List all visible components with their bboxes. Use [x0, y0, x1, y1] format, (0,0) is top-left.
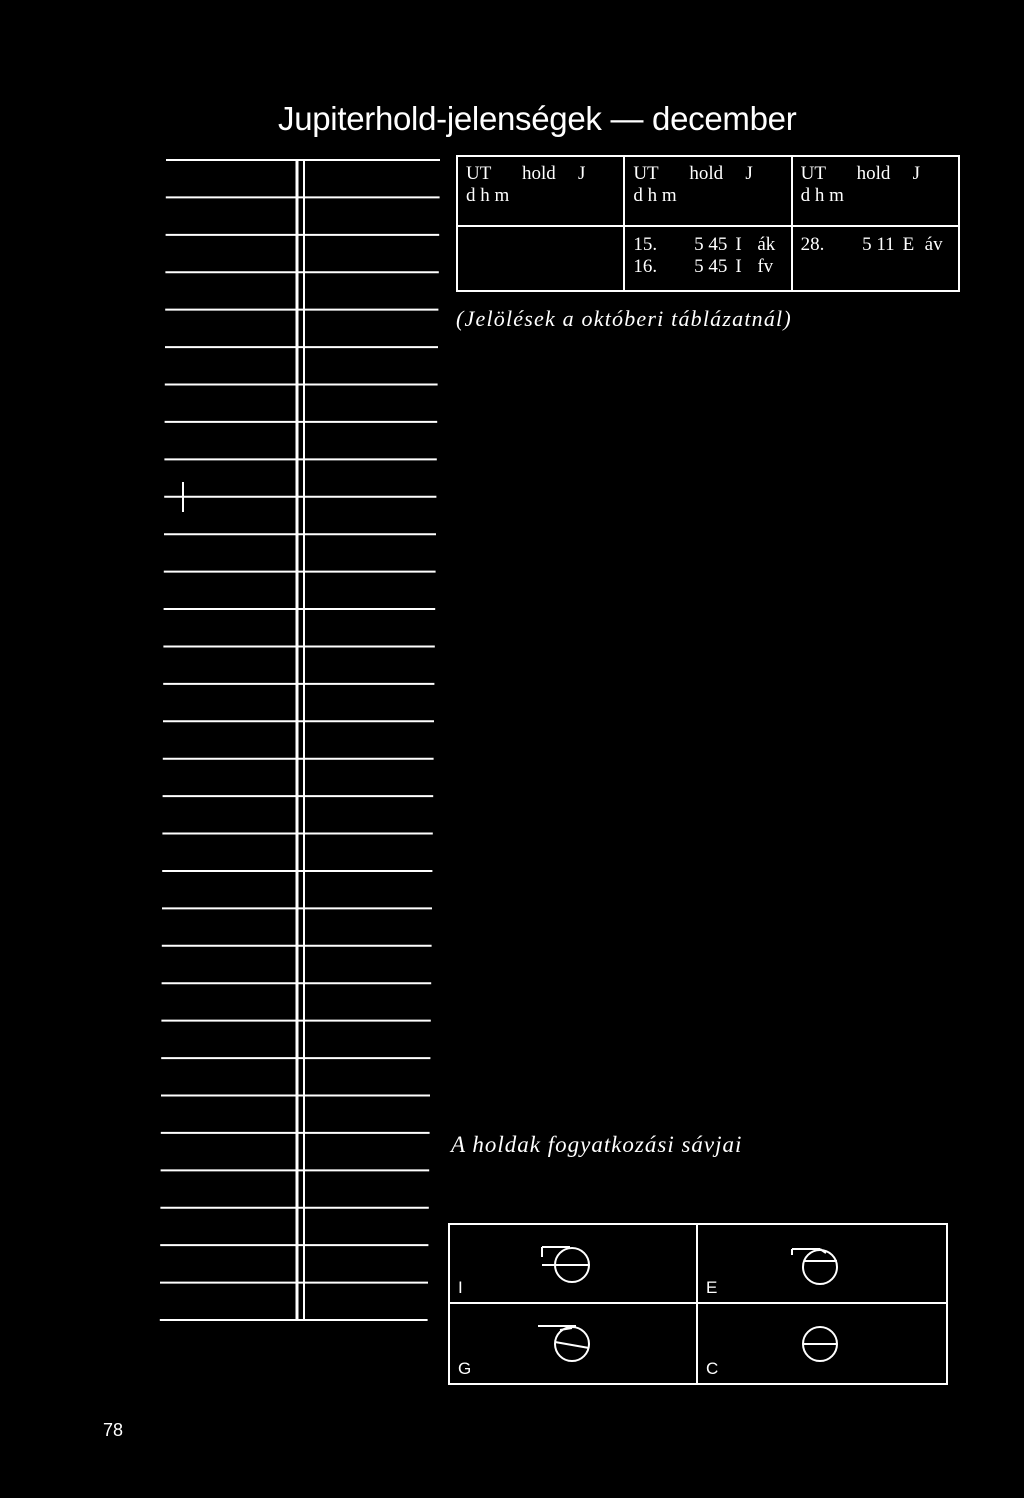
table-body-col2 — [624, 226, 791, 291]
table-header-col2: UT hold J d h m — [624, 156, 791, 226]
table-header-col1: UT hold J d h m — [457, 156, 624, 226]
eclipse-bands-caption: A holdak fogyatkozási sávjai — [451, 1132, 743, 1157]
page-number: 78 — [103, 1420, 124, 1440]
band-cell-io — [450, 1225, 698, 1304]
band-cell-europa — [698, 1225, 946, 1304]
eclipse-band-icon — [534, 1235, 614, 1291]
band-label: E — [706, 1278, 718, 1297]
band-label: I — [458, 1278, 463, 1297]
band-label: G — [458, 1359, 472, 1378]
band-cell-callisto — [698, 1304, 946, 1383]
legend-note: (Jelölések a októberi táblázatnál) — [456, 306, 792, 331]
band-label: C — [706, 1359, 719, 1378]
table-body-col1 — [457, 226, 624, 291]
table-row: 15. 5 45 I ák — [633, 234, 776, 255]
table-row: 28. 5 11 E áv — [800, 234, 943, 255]
table-row: 16. 5 45 I fv — [633, 256, 774, 277]
moon-position-diagram — [0, 0, 460, 1340]
eclipse-bands-grid — [448, 1223, 948, 1385]
phenomena-table — [456, 155, 960, 292]
eclipse-band-icon — [534, 1314, 614, 1370]
table-body-col3 — [792, 226, 959, 291]
page-title: Jupiterhold-jelenségek — december — [278, 100, 797, 137]
table-header-col3: UT hold J d h m — [792, 156, 959, 226]
band-cell-ganymede — [450, 1304, 698, 1383]
eclipse-band-icon — [782, 1235, 862, 1291]
eclipse-band-icon — [782, 1314, 862, 1370]
